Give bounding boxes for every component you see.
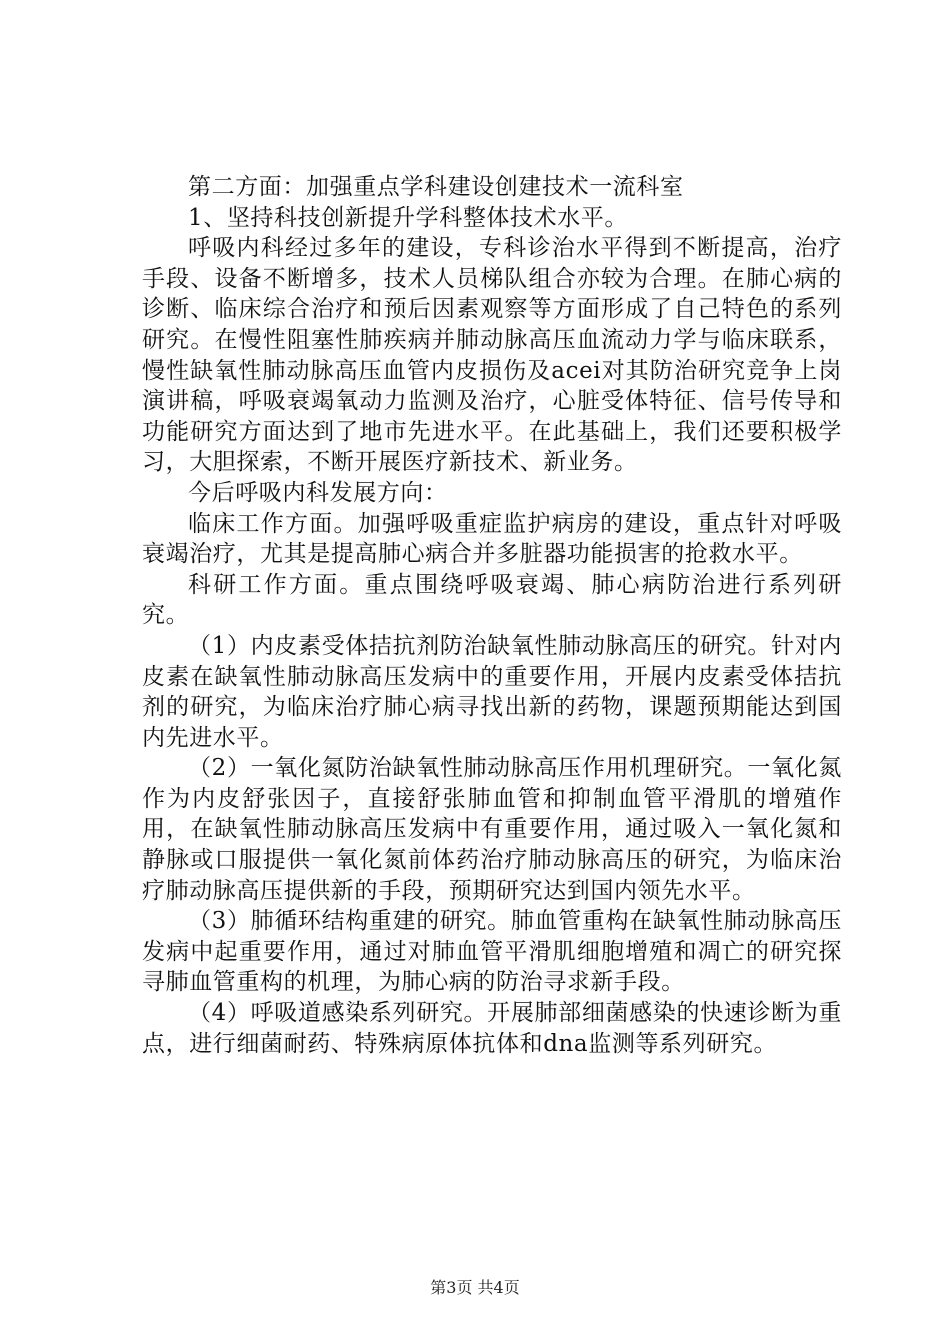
research-item: （3）肺循环结构重建的研究。肺血管重构在缺氧性肺动脉高压发病中起重要作用，通过对肺血管平滑肌细胞增殖和凋亡的研究探寻肺血管重构的机理，为肺心病的防治寻求新手段。 (142, 908, 842, 996)
body-paragraph: 今后呼吸内科发展方向： (188, 479, 448, 506)
body-paragraph: 科研工作方面。重点围绕呼吸衰竭、肺心病防治进行系列研究。 (142, 571, 842, 629)
subsection-heading: 1、坚持科技创新提升学科整体技术水平。 (188, 204, 629, 231)
page-number-label: 第3页 共4页 (430, 1278, 520, 1297)
research-item: （2）一氧化氮防治缺氧性肺动脉高压作用机理研究。一氧化氮作为内皮舒张因子，直接舒张肺血管和抑制血管平滑肌的增殖作用，在缺氧性肺动脉高压发病中有重要作用，通过吸入一氧化氮和静脉或口服提供一氧化氮前体药治疗肺动脉高压的研究，为临床治疗肺动脉高压提供新的手段，预期研究达到国内领先水平。 (142, 755, 842, 904)
body-paragraph: 临床工作方面。加强呼吸重症监护病房的建设，重点针对呼吸衰竭治疗，尤其是提高肺心病合并多脏器功能损害的抢救水平。 (142, 510, 842, 568)
section-heading: 第二方面：加强重点学科建设创建技术一流科室 (188, 174, 684, 200)
research-item: （4）呼吸道感染系列研究。开展肺部细菌感染的快速诊断为重点，进行细菌耐药、特殊病原体抗体和dna监测等系列研究。 (142, 1000, 842, 1057)
page-footer (0, 1275, 950, 1298)
research-item: （1）内皮素受体拮抗剂防治缺氧性肺动脉高压的研究。针对内皮素在缺氧性肺动脉高压发病中的重要作用，开展内皮素受体拮抗剂的研究，为临床治疗肺心病寻找出新的药物，课题预期能达到国内先进水平。 (142, 632, 842, 751)
body-paragraph: 呼吸内科经过多年的建设，专科诊治水平得到不断提高，治疗手段、设备不断增多，技术人员梯队组合亦较为合理。在肺心病的诊断、临床综合治疗和预后因素观察等方面形成了自己特色的系列研究。在慢性阻塞性肺疾病并肺动脉高压血流动力学与临床联系，慢性缺氧性肺动脉高压血管内皮损伤及acei对其防治研究竞争上岗演讲稿，呼吸衰竭氧动力监测及治疗，心脏受体特征、信号传导和功能研究方面达到了地市先进水平。在此基础上，我们还要积极学习，大胆探索，不断开展医疗新技术、新业务。 (142, 235, 842, 476)
document-body (142, 172, 842, 1059)
